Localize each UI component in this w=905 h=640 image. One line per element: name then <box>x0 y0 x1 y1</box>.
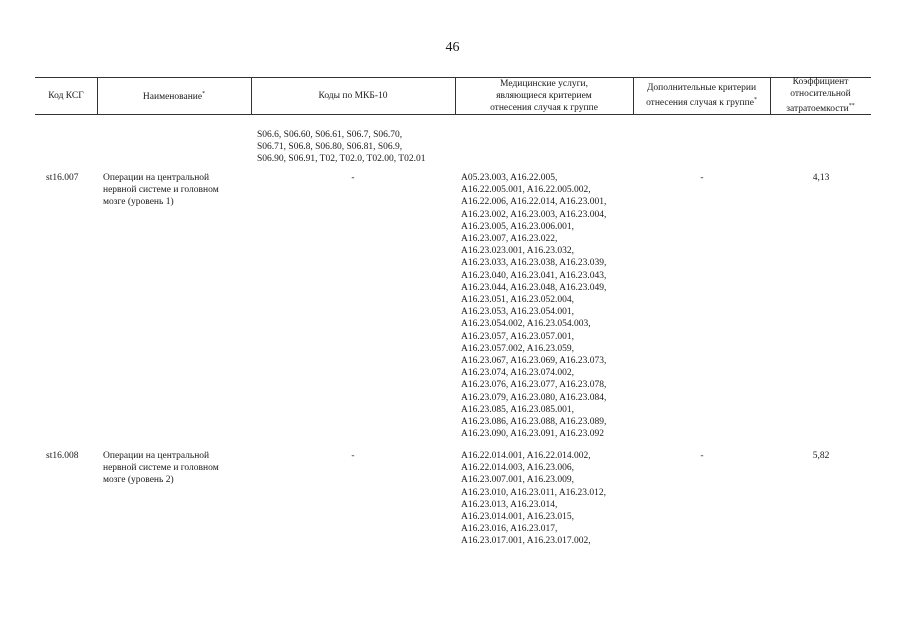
row-name: Операции на центральной нервной системе и головном мозге (уровень 2) <box>103 451 219 486</box>
header-services: Медицинские услуги, являющиеся критерием отнесения случая к группе <box>490 78 598 113</box>
row-coefficient: 4,13 <box>812 173 830 183</box>
header-name: Наименование* <box>142 90 206 103</box>
table-header-bottom-rule <box>35 114 871 115</box>
header-code: Код КСГ <box>48 90 84 101</box>
footnote-mark: * <box>202 90 206 97</box>
row-mkb: - <box>351 451 355 461</box>
row-code: st16.007 <box>46 173 79 183</box>
header-mkb: Коды по МКБ-10 <box>318 90 388 101</box>
row-mkb: - <box>351 173 355 183</box>
row-criteria: - <box>700 173 704 183</box>
row-name: Операции на центральной нервной системе и головном мозге (уровень 1) <box>103 173 219 208</box>
page-number: 46 <box>445 40 460 55</box>
row-services: A16.22.014.001, A16.22.014.002, A16.22.014.003, A16.23.006, A16.23.007.001, A16.23.009, A16.23.010, A16.23.011, A16.23.012, A16.23.013, A16.23.014, A16.23.014.001, A16.23.015, A16.23.016, A16.23.017, A16.23.017.001, A16.23.017.002, <box>461 451 607 547</box>
mkb-continuation: S06.6, S06.60, S06.61, S06.7, S06.70, S06.71, S06.8, S06.80, S06.81, S06.9, S06.90, S06.91, T02, T02.0, T02.00, T02.01 <box>257 130 426 165</box>
footnote-mark: * <box>753 96 757 103</box>
row-coefficient: 5,82 <box>812 451 830 461</box>
row-services: A05.23.003, A16.22.005, A16.22.005.001, A16.22.005.002, A16.22.006, A16.22.014, A16.23.001, A16.23.002, A16.23.003, A16.23.004, A16.23.005, A16.23.006.001, A16.23.007, A16.23.022, A16.23.023.001, A16.23.032, A16.23.033, A16.23.038, A16.23.039, A16.23.040, A16.23.041, A16.23.043, A16.23.044, A16.23.048, A16.23.049, A16.23.051, A16.23.052.004, A16.23.053, A16.23.054.001, A16.23.054.002, A16.23.054.003, A16.23.057, A16.23.057.001, A16.23.057.002, A16.23.059, A16.23.067, A16.23.069, A16.23.073, A16.23.074, A16.23.074.002, A16.23.076, A16.23.077, A16.23.078, A16.23.079, A16.23.080, A16.23.084, A16.23.085, A16.23.085.001, A16.23.086, A16.23.088, A16.23.089, A16.23.090, A16.23.091, A16.23.092 <box>461 173 607 440</box>
row-code: st16.008 <box>46 451 79 461</box>
header-criteria: Дополнительные критерии отнесения случая к группе* <box>646 82 757 109</box>
footnote-mark: ** <box>848 102 855 109</box>
header-coefficient: Коэффициент относительной затратоемкости** <box>786 76 855 115</box>
row-criteria: - <box>700 451 704 461</box>
